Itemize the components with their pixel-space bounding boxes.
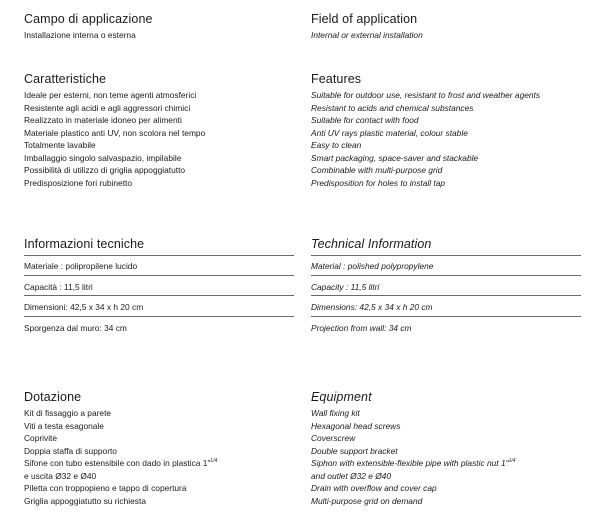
feature-item: Resistant to acids and chemical substances [311,102,474,113]
feature-item: Realizzato in materiale idoneo per alimenti [24,115,182,125]
divider [24,275,294,276]
equipment-item: Coverscrew [311,433,356,443]
features-title-en: Features [311,72,362,86]
equipment-item: Doppia staffa di supporto [24,445,117,456]
equipment-item: and outlet Ø32 e Ø40 [311,470,392,481]
equipment-item: Griglia appoggiatutto su richiesta [24,495,146,506]
features-section-en [311,72,581,189]
feature-item: Suitable for contact with food [311,115,419,125]
divider [311,295,581,296]
equipment-item [24,457,294,470]
technical-title-en: Technical Information [311,237,432,251]
application-section-en [311,12,581,42]
equipment-item: Multi-purpose grid on demand [311,495,423,506]
divider [311,275,581,276]
tech-row-dimensions: Dimensions: 42,5 x 34 x h 20 cm [311,302,433,312]
tech-row-capacity: Capacity : 11,5 litri [311,282,380,292]
application-title-en: Field of application [311,12,418,26]
equipment-item [311,457,581,470]
features-title-it: Caratteristiche [24,72,107,86]
application-section-it [24,12,294,42]
equipment-section-it [24,390,294,507]
equipment-item: Viti a testa esagonale [24,420,104,431]
features-section-it [24,72,294,189]
technical-section-en [311,237,581,347]
feature-item: Anti UV rays plastic material, colour stable [311,127,468,138]
tech-row-projection: Projection from wall: 34 cm [311,323,412,333]
feature-item: Combinable with multi-purpose grid [311,165,443,175]
superscript: 1/4 [210,458,218,464]
equipment-item: Kit di fissaggio a parete [24,408,112,418]
divider [24,295,294,296]
feature-item: Predisposizione fori rubinetto [24,177,133,188]
divider [24,316,294,317]
feature-item: Totalmente lavabile [24,140,96,150]
tech-row-projection: Sporgenza dal muro: 34 cm [24,323,127,333]
equipment-item: Coprivite [24,433,58,443]
divider [311,255,581,256]
tech-row-material: Materiale : polipropilene lucido [24,261,138,271]
technical-title-it: Informazioni tecniche [24,237,145,251]
equipment-item: Wall fixing kit [311,408,360,418]
equipment-item-text: Sifone con tubo estensibile con dado in plastica 1" [24,458,211,468]
feature-item: Possibilità di utilizzo di griglia appoggiatutto [24,165,186,175]
technical-section-it [24,237,294,347]
application-text-it: Installazione interna o esterna [24,30,136,40]
feature-item: Resistente agli acidi e agli aggressori chimici [24,102,191,113]
tech-row-dimensions: Dimensioni: 42,5 x 34 x h 20 cm [24,302,144,312]
feature-item: Ideale per esterni, non teme agenti atmosferici [24,90,197,100]
equipment-item: Drain with overflow and cover cap [311,483,437,493]
superscript: 1/4 [508,458,516,464]
feature-item: Suitable for outdoor use, resistant to frost and weather agents [311,90,541,100]
feature-item: Easy to clean [311,140,362,150]
feature-item: Imballaggio singolo salvaspazio, impilabile [24,152,182,163]
equipment-item: Hexagonal head screws [311,420,401,431]
equipment-item: e uscita Ø32 e Ø40 [24,470,97,481]
feature-item: Materiale plastico anti UV, non scolora nel tempo [24,127,206,138]
equipment-item: Double support bracket [311,445,398,456]
feature-item: Predisposition for holes to install tap [311,177,446,188]
feature-item: Smart packaging, space-saver and stackable [311,152,479,163]
divider [311,316,581,317]
tech-row-capacity: Capacità : 11,5 litri [24,282,93,292]
tech-row-material: Material : polished polypropylene [311,261,434,271]
application-text-en: Internal or external installation [311,30,423,40]
equipment-section-en [311,390,581,507]
application-title-it: Campo di applicazione [24,12,153,26]
divider [24,255,294,256]
equipment-item-text: Siphon with extensible-flexible pipe with plastic nut 1" [311,458,509,468]
equipment-item: Piletta con troppopieno e tappo di copertura [24,483,187,493]
equipment-title-it: Dotazione [24,390,82,404]
equipment-title-en: Equipment [311,390,372,404]
